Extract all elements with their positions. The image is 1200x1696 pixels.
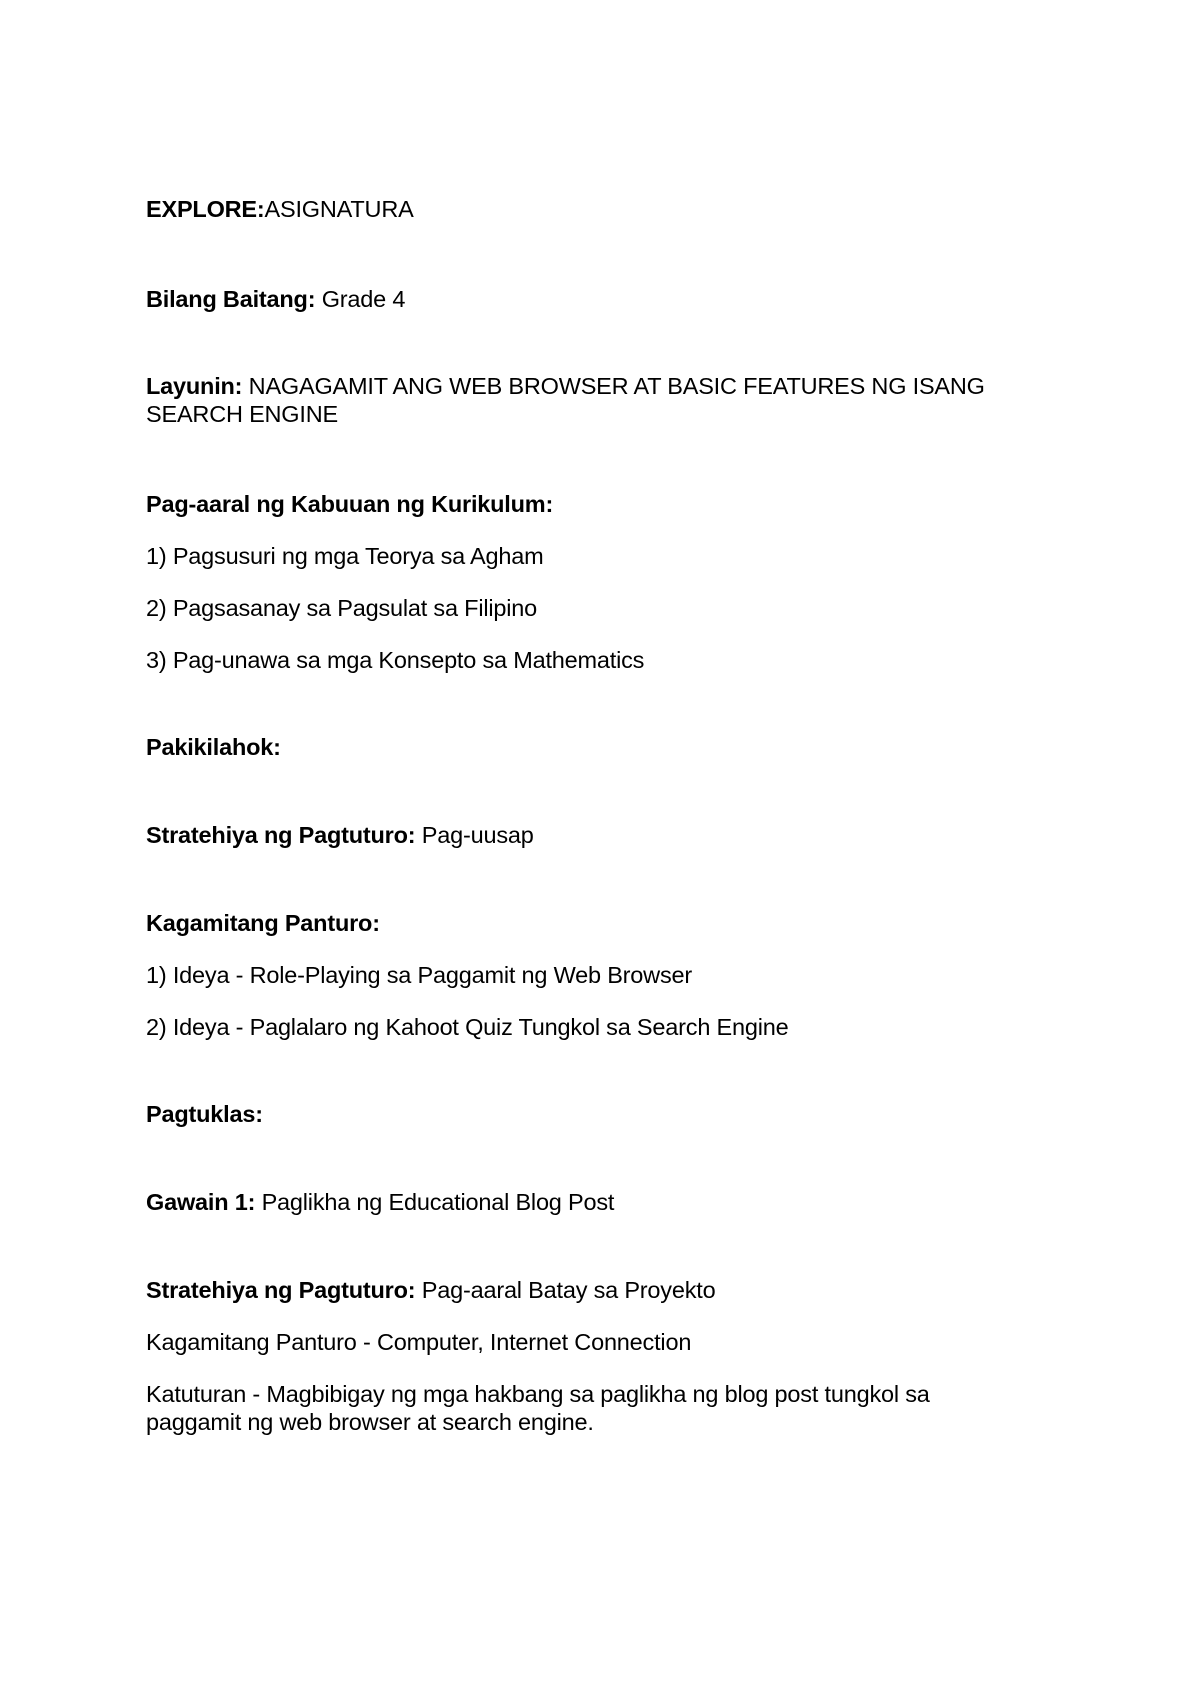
title-label: EXPLORE: [146,196,265,222]
strategy-value: Pag-uusap [421,822,534,848]
curriculum-item: 1) Pagsusuri ng mga Teorya sa Agham [146,543,544,569]
grade-label: Bilang Baitang: [146,286,316,312]
meaning-line: Katuturan - Magbibigay ng mga hakbang sa paglikha ng blog post tungkol sa [146,1381,930,1407]
objective-line-2 [146,400,1046,428]
curriculum-item: 3) Pag-unawa sa mga Konsepto sa Mathematics [146,647,645,673]
strategy-line-2 [146,1276,1046,1304]
strategy-label: Stratehiya ng Pagtuturo: [146,1277,416,1303]
title-value: ASIGNATURA [264,196,414,222]
discovery-heading: Pagtuklas: [146,1101,263,1127]
activity-label: Gawain 1: [146,1189,256,1215]
curriculum-heading: Pag-aaral ng Kabuuan ng Kurikulum: [146,491,554,517]
objective-value-line1: NAGAGAMIT ANG WEB BROWSER AT BASIC FEATURES NG ISANG [248,373,985,399]
materials-item: 2) Ideya - Paglalaro ng Kahoot Quiz Tungkol sa Search Engine [146,1014,789,1040]
objective-line [146,372,1046,400]
strategy-label: Stratehiya ng Pagtuturo: [146,822,416,848]
strategy-value: Pag-aaral Batay sa Proyekto [421,1277,716,1303]
curriculum-item: 2) Pagsasanay sa Pagsulat sa Filipino [146,595,538,621]
materials-item: 1) Ideya - Role-Playing sa Paggamit ng Web Browser [146,962,692,988]
objective-label: Layunin: [146,373,243,399]
activity-line [146,1188,1046,1216]
objective-value-line2: SEARCH ENGINE [146,401,338,427]
activity-value: Paglikha ng Educational Blog Post [261,1189,615,1215]
materials-line-2: Kagamitang Panturo - Computer, Internet Connection [146,1329,692,1355]
materials-heading: Kagamitang Panturo: [146,910,380,936]
grade-line [146,285,1046,313]
engagement-heading: Pakikilahok: [146,734,281,760]
meaning-line-2: paggamit ng web browser at search engine. [146,1409,594,1435]
strategy-line-1 [146,821,1046,849]
document-title [146,195,1046,223]
grade-value: Grade 4 [321,286,406,312]
